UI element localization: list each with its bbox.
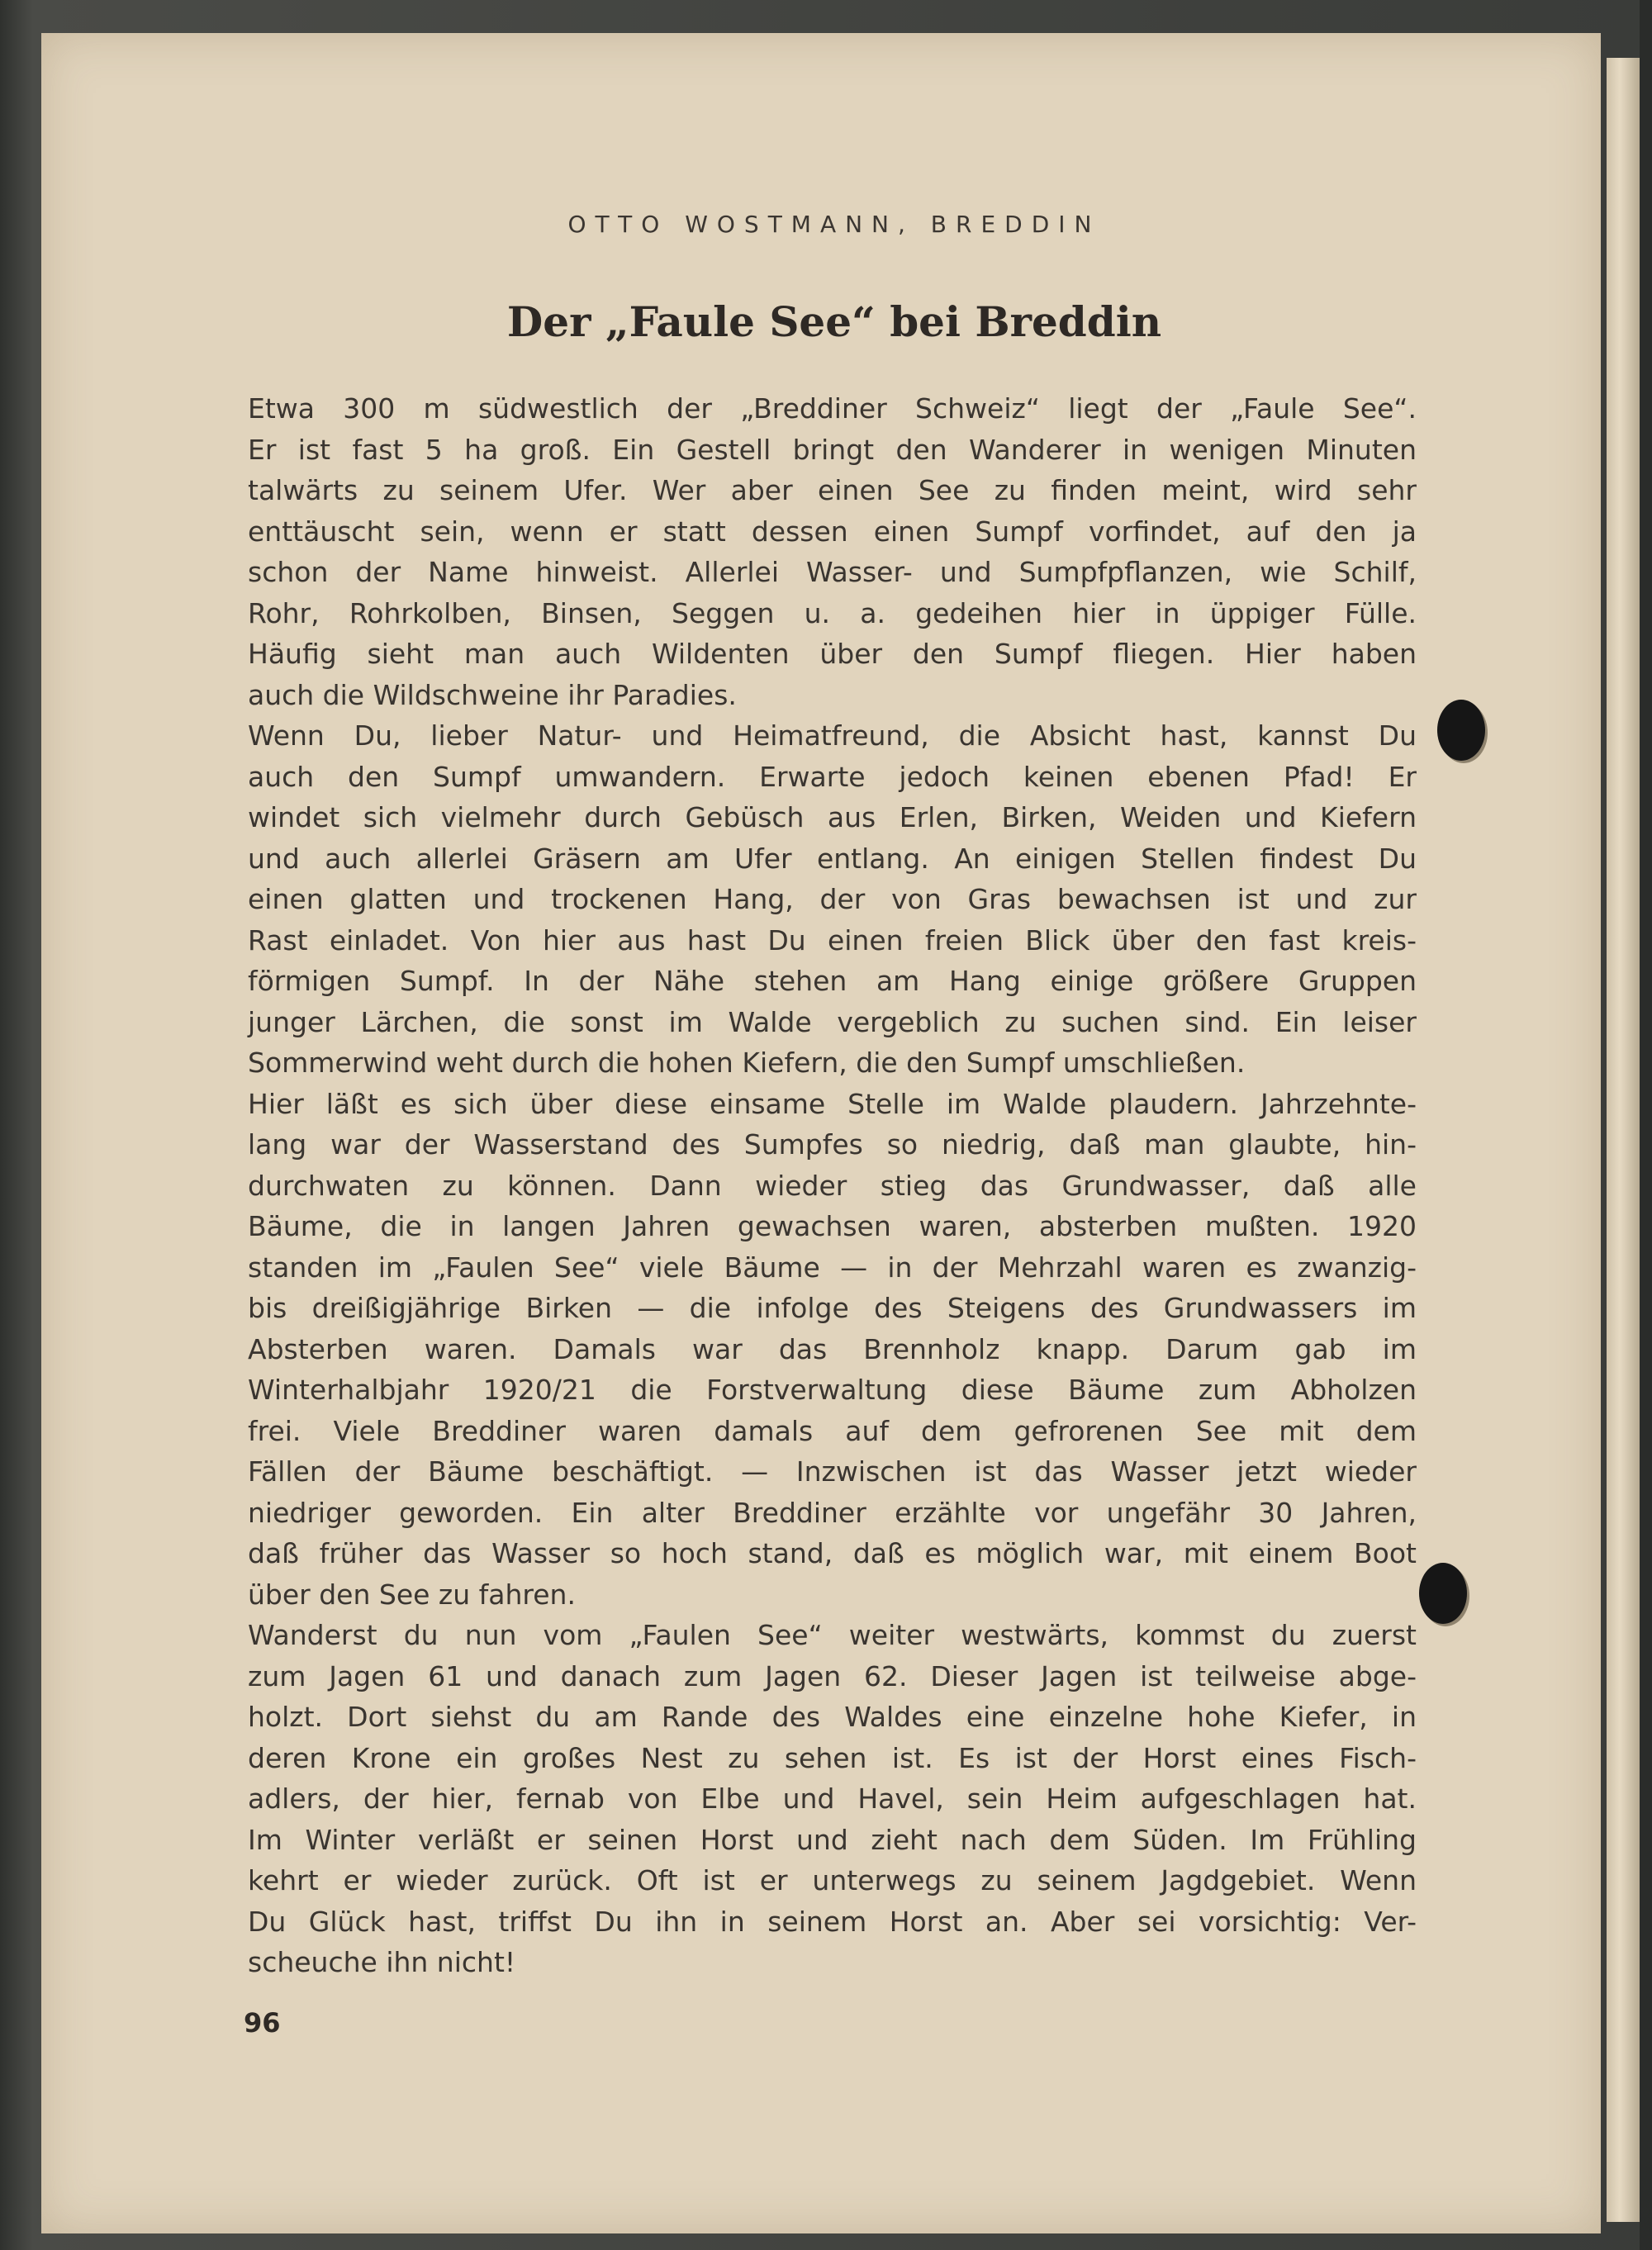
text-line: Du Glück hast, triffst Du ihn in seinem Horst an. Aber sei vorsichtig: Ver- xyxy=(248,1905,1417,1938)
text-line: windet sich vielmehr durch Gebüsch aus Erlen, Birken, Weiden und Kiefern xyxy=(248,801,1417,833)
page-number: 96 xyxy=(244,2007,281,2039)
text-line: und auch allerlei Gräsern am Ufer entlang. An einigen Stellen findest Du xyxy=(248,842,1417,875)
text-line: deren Krone ein großes Nest zu sehen ist. Es ist der Horst eines Fisch- xyxy=(248,1741,1417,1774)
text-line: junger Lärchen, die sonst im Walde vergeblich zu suchen sind. Ein leiser xyxy=(248,1005,1417,1038)
article-body xyxy=(248,388,1417,1983)
text-line: auch den Sumpf umwandern. Erwarte jedoch keinen ebenen Pfad! Er xyxy=(248,760,1417,793)
text-line: holzt. Dort siehst du am Rande des Waldes eine einzelne hohe Kiefer, in xyxy=(248,1701,1417,1733)
text-line: kehrt er wieder zurück. Oft ist er unterwegs zu seinem Jagdgebiet. Wenn xyxy=(248,1864,1417,1896)
text-line: über den See zu fahren. xyxy=(248,1578,576,1611)
text-line: Er ist fast 5 ha groß. Ein Gestell bringt den Wanderer in wenigen Minuten xyxy=(248,433,1417,466)
text-line: Häufig sieht man auch Wildenten über den Sumpf fliegen. Hier haben xyxy=(248,638,1417,670)
binding-strip xyxy=(1640,0,1652,2250)
text-line: Im Winter verläßt er seinen Horst und zieht nach dem Süden. Im Frühling xyxy=(248,1823,1417,1856)
page-edge xyxy=(1607,58,1640,2222)
text-line: Rast einladet. Von hier aus hast Du einen freien Blick über den fast kreis- xyxy=(248,923,1417,956)
text-line: talwärts zu seinem Ufer. Wer aber einen See zu finden meint, wird sehr xyxy=(248,474,1417,506)
text-line: durchwaten zu können. Dann wieder stieg das Grundwasser, daß alle xyxy=(248,1169,1417,1202)
text-line: daß früher das Wasser so hoch stand, daß es möglich war, mit einem Boot xyxy=(248,1537,1417,1569)
punch-hole xyxy=(1419,1563,1467,1624)
text-line: Winterhalbjahr 1920/21 die Forstverwaltung diese Bäume zum Abholzen xyxy=(248,1374,1417,1406)
text-line: schon der Name hinweist. Allerlei Wasser- und Sumpfpflanzen, wie Schilf, xyxy=(248,556,1417,588)
text-line: frei. Viele Breddiner waren damals auf dem gefrorenen See mit dem xyxy=(248,1414,1417,1447)
text-line: Rohr, Rohrkolben, Binsen, Seggen u. a. gedeihen hier in üppiger Fülle. xyxy=(248,596,1417,629)
text-line: einen glatten und trockenen Hang, der von Gras bewachsen ist und zur xyxy=(248,883,1417,915)
text-line: lang war der Wasserstand des Sumpfes so niedrig, daß man glaubte, hin- xyxy=(248,1128,1417,1161)
text-line: Fällen der Bäume beschäftigt. — Inzwischen ist das Wasser jetzt wieder xyxy=(248,1455,1417,1488)
text-line: auch die Wildschweine ihr Paradies. xyxy=(248,678,737,711)
text-line: scheuche ihn nicht! xyxy=(248,1946,516,1978)
text-line: enttäuscht sein, wenn er statt dessen einen Sumpf vorfindet, auf den ja xyxy=(248,515,1417,548)
text-line: Sommerwind weht durch die hohen Kiefern, die den Sumpf umschließen. xyxy=(248,1047,1246,1079)
text-line: Hier läßt es sich über diese einsame Stelle im Walde plaudern. Jahrzehnte- xyxy=(248,1087,1417,1120)
author-line: OTTO WOSTMANN, BREDDIN xyxy=(567,211,1101,238)
text-line: standen im „Faulen See“ viele Bäume — in der Mehrzahl waren es zwanzig- xyxy=(248,1251,1417,1284)
text-line: förmigen Sumpf. In der Nähe stehen am Hang einige größere Gruppen xyxy=(248,965,1417,997)
text-line: adlers, der hier, fernab von Elbe und Havel, sein Heim aufgeschlagen hat. xyxy=(248,1782,1417,1815)
article-title: Der „Faule See“ bei Breddin xyxy=(506,297,1162,346)
text-line: zum Jagen 61 und danach zum Jagen 62. Dieser Jagen ist teilweise abge- xyxy=(248,1659,1417,1692)
punch-hole xyxy=(1437,700,1485,761)
text-line: Bäume, die in langen Jahren gewachsen waren, absterben mußten. 1920 xyxy=(248,1210,1417,1242)
text-line: Etwa 300 m südwestlich der „Breddiner Schweiz“ liegt der „Faule See“. xyxy=(248,392,1417,425)
text-line: Wanderst du nun vom „Faulen See“ weiter westwärts, kommst du zuerst xyxy=(248,1619,1417,1651)
text-line: Wenn Du, lieber Natur- und Heimatfreund, die Absicht hast, kannst Du xyxy=(248,719,1417,752)
text-line: Absterben waren. Damals war das Brennholz knapp. Darum gab im xyxy=(248,1332,1417,1365)
text-line: bis dreißigjährige Birken — die infolge des Steigens des Grundwassers im xyxy=(248,1292,1417,1324)
text-line: niedriger geworden. Ein alter Breddiner erzählte vor ungefähr 30 Jahren, xyxy=(248,1496,1417,1529)
